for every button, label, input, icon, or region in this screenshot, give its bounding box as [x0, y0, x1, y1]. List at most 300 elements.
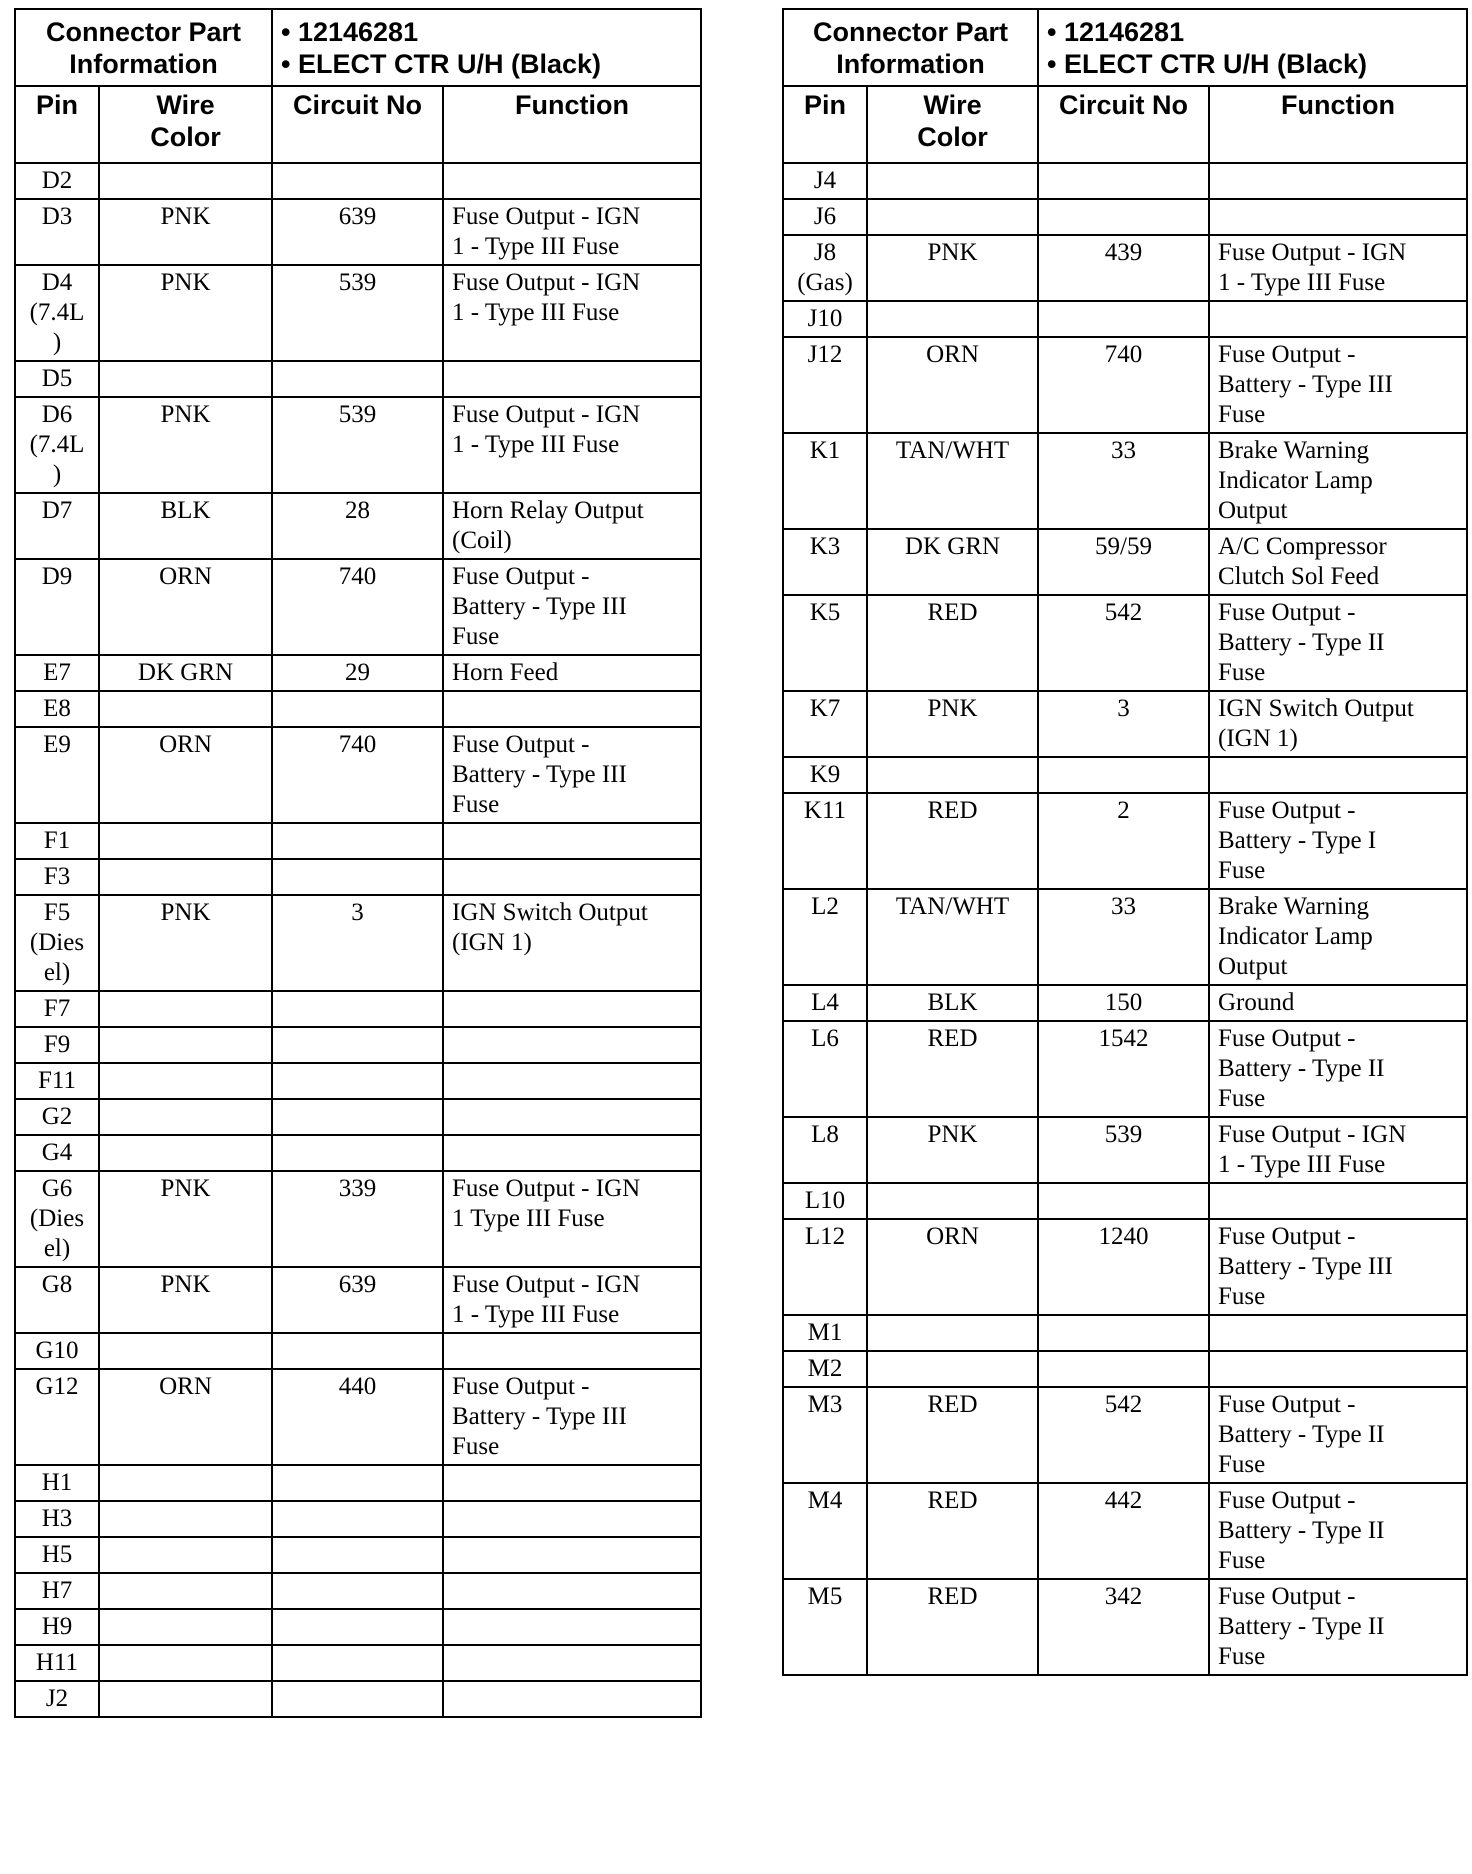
connector-info-label: [15, 9, 272, 86]
table-row: [783, 757, 1467, 793]
function-cell: [443, 265, 701, 361]
function-cell: [443, 1465, 701, 1501]
pin-cell: [15, 1099, 99, 1135]
table-row: [15, 1267, 701, 1333]
function-cell: [443, 895, 701, 991]
function-line: Clutch Sol Feed: [1218, 563, 1380, 590]
wire-color-cell: PNK: [99, 1267, 272, 1333]
table-row: [15, 823, 701, 859]
circuit-no-cell: [1038, 1351, 1209, 1387]
function-line: Fuse Output - IGN: [452, 269, 641, 296]
circuit-no-cell: 539: [1038, 1117, 1209, 1183]
pin-cell: [15, 1537, 99, 1573]
table-row: [15, 691, 701, 727]
wire-color-cell: [99, 1027, 272, 1063]
function-line: Battery - Type III: [452, 593, 627, 620]
function-line: Output: [1218, 953, 1288, 980]
connector-part-info: [1038, 9, 1467, 86]
connector-part-info: [272, 9, 701, 86]
function-cell: [1209, 1483, 1467, 1579]
function-cell: [1209, 529, 1467, 595]
pin-cell: [15, 895, 99, 991]
function-cell: [1209, 235, 1467, 301]
pin-line: M1: [807, 1319, 843, 1346]
table-row: [783, 1021, 1467, 1117]
function-line: Battery - Type III: [1218, 371, 1393, 398]
table-row: [783, 301, 1467, 337]
function-line: Fuse Output - IGN: [1218, 1121, 1407, 1148]
function-cell: [1209, 1351, 1467, 1387]
wire-color-cell: [99, 1333, 272, 1369]
column-header-line: Circuit No: [292, 90, 422, 120]
pin-line: D3: [41, 203, 73, 230]
circuit-no-cell: [1038, 163, 1209, 199]
table-row: [15, 1537, 701, 1573]
circuit-no-cell: [272, 1027, 443, 1063]
circuit-no-cell: 33: [1038, 889, 1209, 985]
circuit-no-cell: 539: [272, 397, 443, 493]
column-header-function: [1209, 86, 1467, 163]
table-row: [783, 691, 1467, 757]
function-line: IGN Switch Output: [452, 899, 648, 926]
function-cell: [1209, 199, 1467, 235]
function-cell: [1209, 985, 1467, 1021]
pin-line: E9: [43, 731, 71, 758]
pin-line: F9: [43, 1031, 71, 1058]
function-line: Fuse Output - IGN: [452, 1175, 641, 1202]
pin-cell: [15, 361, 99, 397]
table-row: [783, 199, 1467, 235]
part-number: • 12146281: [1047, 16, 1185, 47]
table-row: [783, 163, 1467, 199]
function-line: Battery - Type II: [1218, 629, 1385, 656]
pin-line: (Gas): [797, 269, 853, 296]
wire-color-cell: [99, 1609, 272, 1645]
pin-line: K1: [809, 437, 841, 464]
function-cell: [443, 163, 701, 199]
pin-line: L2: [811, 893, 839, 920]
pin-line: D2: [41, 167, 73, 194]
function-cell: [1209, 1183, 1467, 1219]
wire-color-cell: RED: [867, 595, 1038, 691]
pin-line: K7: [809, 695, 841, 722]
wire-color-cell: PNK: [99, 199, 272, 265]
table-row: [783, 1219, 1467, 1315]
table-row: [15, 991, 701, 1027]
column-header-line: Wire: [923, 90, 982, 120]
part-number: • 12146281: [281, 16, 419, 47]
wire-color-cell: ORN: [99, 727, 272, 823]
function-cell: [1209, 889, 1467, 985]
pin-line: G6: [41, 1175, 73, 1202]
circuit-no-cell: [272, 361, 443, 397]
table-row: [15, 361, 701, 397]
wire-color-cell: RED: [867, 1579, 1038, 1675]
table-row: [783, 595, 1467, 691]
function-line: Indicator Lamp: [1218, 923, 1373, 950]
circuit-no-cell: [1038, 757, 1209, 793]
circuit-no-cell: [272, 1537, 443, 1573]
function-cell: [443, 1573, 701, 1609]
pin-line: H3: [41, 1505, 73, 1532]
pin-line: L4: [811, 989, 839, 1016]
function-cell: [1209, 691, 1467, 757]
table-row: [783, 1387, 1467, 1483]
column-header-line: Pin: [803, 90, 846, 120]
pin-line: H5: [41, 1541, 73, 1568]
function-line: 1 - Type III Fuse: [452, 299, 620, 326]
pin-cell: [15, 727, 99, 823]
function-line: Battery - Type II: [1218, 1517, 1385, 1544]
function-line: Battery - Type II: [1218, 1055, 1385, 1082]
table-row: [15, 727, 701, 823]
pin-cell: [15, 691, 99, 727]
wire-color-cell: PNK: [99, 895, 272, 991]
pin-cell: [15, 859, 99, 895]
column-header-function: [443, 86, 701, 163]
pin-line: D7: [41, 497, 73, 524]
table-row: [783, 889, 1467, 985]
pin-cell: [15, 1267, 99, 1333]
pin-line: F7: [43, 995, 71, 1022]
wire-color-cell: [99, 1645, 272, 1681]
table-row: [15, 1465, 701, 1501]
pin-cell: [783, 889, 867, 985]
table-row: [783, 337, 1467, 433]
table-row: [15, 1027, 701, 1063]
pin-line: K11: [803, 797, 847, 824]
pin-cell: [783, 337, 867, 433]
circuit-no-cell: 440: [272, 1369, 443, 1465]
pin-cell: [783, 1387, 867, 1483]
table-body: [15, 163, 701, 1717]
function-line: Fuse: [1218, 1547, 1266, 1574]
circuit-no-cell: [272, 1681, 443, 1717]
pin-line: (Dies: [29, 929, 85, 956]
circuit-no-cell: 59/59: [1038, 529, 1209, 595]
wire-color-cell: PNK: [867, 235, 1038, 301]
circuit-no-cell: [272, 1135, 443, 1171]
function-line: Fuse Output -: [1218, 1583, 1356, 1610]
function-cell: [1209, 301, 1467, 337]
pin-cell: [15, 559, 99, 655]
circuit-no-cell: [272, 859, 443, 895]
pin-line: G2: [41, 1103, 73, 1130]
function-line: Battery - Type I: [1218, 827, 1377, 854]
pin-line: M3: [807, 1391, 843, 1418]
table-row: [783, 529, 1467, 595]
pin-cell: [783, 1315, 867, 1351]
wire-color-cell: BLK: [867, 985, 1038, 1021]
circuit-no-cell: 442: [1038, 1483, 1209, 1579]
column-header-circuit-no: [272, 86, 443, 163]
pin-line: H9: [41, 1613, 73, 1640]
table-row: [15, 163, 701, 199]
table-row: [15, 199, 701, 265]
function-cell: [1209, 337, 1467, 433]
table-row: [783, 793, 1467, 889]
pin-line: M5: [807, 1583, 843, 1610]
pin-line: M2: [807, 1355, 843, 1382]
pin-line: G12: [35, 1373, 79, 1400]
pin-line: L6: [811, 1025, 839, 1052]
function-line: Brake Warning: [1218, 437, 1369, 464]
circuit-no-cell: 639: [272, 199, 443, 265]
function-cell: [443, 1171, 701, 1267]
part-description: • ELECT CTR U/H (Black): [1047, 48, 1367, 79]
function-line: Fuse: [452, 1433, 500, 1460]
function-line: Fuse Output -: [452, 731, 590, 758]
table-row: [15, 493, 701, 559]
pin-cell: [15, 1171, 99, 1267]
function-line: Fuse: [452, 623, 500, 650]
pin-line: G8: [41, 1271, 73, 1298]
function-line: 1 - Type III Fuse: [1218, 1151, 1386, 1178]
table-row: [15, 895, 701, 991]
function-cell: [443, 1135, 701, 1171]
function-line: Horn Feed: [452, 659, 559, 686]
wire-color-cell: [99, 1573, 272, 1609]
pin-line: G10: [35, 1337, 79, 1364]
pin-line: (7.4L: [29, 431, 85, 458]
pin-cell: [15, 493, 99, 559]
table-row: [15, 1645, 701, 1681]
function-line: Fuse: [452, 791, 500, 818]
wire-color-cell: PNK: [867, 691, 1038, 757]
function-cell: [443, 991, 701, 1027]
pin-line: D5: [41, 365, 73, 392]
column-header-line: Color: [917, 122, 988, 152]
table-body: [783, 163, 1467, 1675]
function-line: Fuse Output -: [1218, 797, 1356, 824]
table-row: [15, 265, 701, 361]
function-cell: [1209, 1219, 1467, 1315]
pin-cell: [15, 1369, 99, 1465]
function-line: Fuse Output -: [1218, 599, 1356, 626]
function-cell: [1209, 1315, 1467, 1351]
wire-color-cell: [867, 301, 1038, 337]
function-cell: [1209, 163, 1467, 199]
function-cell: [443, 1537, 701, 1573]
wire-color-cell: [867, 199, 1038, 235]
function-line: Fuse: [1218, 401, 1266, 428]
column-header-row: [783, 86, 1467, 163]
pin-line: el): [43, 1235, 71, 1262]
function-cell: [443, 1681, 701, 1717]
circuit-no-cell: [272, 823, 443, 859]
wire-color-cell: BLK: [99, 493, 272, 559]
function-cell: [1209, 1579, 1467, 1675]
table-row: [15, 1063, 701, 1099]
function-cell: [443, 859, 701, 895]
pin-line: F3: [43, 863, 71, 890]
function-line: Output: [1218, 497, 1288, 524]
function-line: Fuse Output - IGN: [1218, 239, 1407, 266]
pin-cell: [783, 433, 867, 529]
pin-cell: [783, 1219, 867, 1315]
function-cell: [443, 1063, 701, 1099]
wire-color-cell: [867, 757, 1038, 793]
circuit-no-cell: 3: [272, 895, 443, 991]
wire-color-cell: [99, 1501, 272, 1537]
function-cell: [443, 1027, 701, 1063]
function-cell: [443, 1099, 701, 1135]
pin-cell: [783, 235, 867, 301]
pin-line: J4: [813, 167, 837, 194]
pin-line: E8: [43, 695, 71, 722]
pin-cell: [15, 1573, 99, 1609]
function-line: Fuse: [1218, 1643, 1266, 1670]
pin-line: D9: [41, 563, 73, 590]
pin-cell: [783, 595, 867, 691]
pin-cell: [15, 265, 99, 361]
circuit-no-cell: [272, 1645, 443, 1681]
function-cell: [443, 1645, 701, 1681]
circuit-no-cell: 539: [272, 265, 443, 361]
function-line: Fuse: [1218, 857, 1266, 884]
pin-line: J8: [813, 239, 837, 266]
wire-color-cell: [99, 1537, 272, 1573]
circuit-no-cell: [1038, 199, 1209, 235]
pin-line: L10: [804, 1187, 846, 1214]
circuit-no-cell: 740: [272, 727, 443, 823]
connector-table-right: [782, 8, 1468, 1676]
function-cell: [1209, 595, 1467, 691]
connector-header-row: [783, 9, 1467, 86]
table-row: [15, 559, 701, 655]
wire-color-cell: [99, 1681, 272, 1717]
table-row: [783, 235, 1467, 301]
function-line: Fuse Output - IGN: [452, 401, 641, 428]
wire-color-cell: [99, 1465, 272, 1501]
pin-cell: [783, 985, 867, 1021]
function-cell: [443, 1369, 701, 1465]
pin-line: M4: [807, 1487, 843, 1514]
function-line: Battery - Type II: [1218, 1421, 1385, 1448]
pin-cell: [783, 529, 867, 595]
table-row: [783, 985, 1467, 1021]
circuit-no-cell: [272, 163, 443, 199]
function-cell: [443, 823, 701, 859]
column-header-circuit-no: [1038, 86, 1209, 163]
function-line: IGN Switch Output: [1218, 695, 1414, 722]
circuit-no-cell: [272, 1099, 443, 1135]
pin-line: K9: [809, 761, 841, 788]
wire-color-cell: [867, 1315, 1038, 1351]
function-cell: [1209, 1117, 1467, 1183]
pin-line: K3: [809, 533, 841, 560]
pin-cell: [15, 1501, 99, 1537]
function-cell: [1209, 433, 1467, 529]
table-row: [15, 1333, 701, 1369]
function-line: Horn Relay Output: [452, 497, 644, 524]
function-line: Fuse: [1218, 1283, 1266, 1310]
function-line: (IGN 1): [452, 929, 532, 956]
function-cell: [443, 1501, 701, 1537]
function-line: (Coil): [452, 527, 512, 554]
circuit-no-cell: 740: [1038, 337, 1209, 433]
circuit-no-cell: 29: [272, 655, 443, 691]
table-row: [15, 1681, 701, 1717]
pin-cell: [783, 1117, 867, 1183]
table-row: [783, 433, 1467, 529]
pin-cell: [15, 1681, 99, 1717]
function-cell: [443, 1267, 701, 1333]
table-row: [15, 1099, 701, 1135]
circuit-no-cell: 339: [272, 1171, 443, 1267]
function-line: Battery - Type III: [452, 761, 627, 788]
pin-cell: [15, 1063, 99, 1099]
function-line: Fuse Output -: [1218, 1487, 1356, 1514]
pin-cell: [15, 397, 99, 493]
column-header-pin: [783, 86, 867, 163]
wire-color-cell: PNK: [99, 265, 272, 361]
circuit-no-cell: 33: [1038, 433, 1209, 529]
pin-line: J2: [45, 1685, 69, 1712]
circuit-no-cell: [1038, 1315, 1209, 1351]
pin-cell: [15, 163, 99, 199]
function-line: Fuse Output -: [1218, 1025, 1356, 1052]
column-header-line: Function: [1281, 90, 1395, 120]
table-row: [783, 1483, 1467, 1579]
column-header-pin: [15, 86, 99, 163]
pin-cell: [15, 655, 99, 691]
function-line: Fuse Output -: [1218, 341, 1356, 368]
function-line: Fuse Output - IGN: [452, 1271, 641, 1298]
column-header-row: [15, 86, 701, 163]
pin-cell: [15, 1465, 99, 1501]
pin-line: F11: [38, 1067, 76, 1094]
pin-line: ): [52, 329, 62, 356]
wire-color-cell: [867, 1351, 1038, 1387]
circuit-no-cell: [272, 991, 443, 1027]
function-cell: [443, 397, 701, 493]
pin-cell: [15, 1135, 99, 1171]
circuit-no-cell: 740: [272, 559, 443, 655]
circuit-no-cell: [272, 1333, 443, 1369]
function-line: Fuse: [1218, 1085, 1266, 1112]
function-line: 1 - Type III Fuse: [1218, 269, 1386, 296]
pin-cell: [15, 1333, 99, 1369]
function-line: Fuse: [1218, 659, 1266, 686]
function-cell: [443, 493, 701, 559]
connector-info-label-line: Information: [69, 48, 218, 79]
function-line: 1 - Type III Fuse: [452, 233, 620, 260]
table-row: [15, 655, 701, 691]
pin-line: el): [43, 959, 71, 986]
column-header-wire-color: [867, 86, 1038, 163]
column-header-line: Wire: [156, 90, 215, 120]
pin-cell: [783, 1351, 867, 1387]
circuit-no-cell: 1240: [1038, 1219, 1209, 1315]
circuit-no-cell: [272, 1501, 443, 1537]
column-header-line: Color: [150, 122, 221, 152]
pin-cell: [783, 199, 867, 235]
function-cell: [443, 1333, 701, 1369]
wire-color-cell: RED: [867, 1483, 1038, 1579]
function-line: Fuse Output - IGN: [452, 203, 641, 230]
part-description: • ELECT CTR U/H (Black): [281, 48, 601, 79]
pin-line: D6: [41, 401, 73, 428]
table-row: [15, 1369, 701, 1465]
table-row: [783, 1351, 1467, 1387]
pin-cell: [783, 1183, 867, 1219]
circuit-no-cell: 542: [1038, 595, 1209, 691]
circuit-no-cell: 2: [1038, 793, 1209, 889]
wire-color-cell: PNK: [99, 1171, 272, 1267]
table-row: [15, 859, 701, 895]
function-cell: [1209, 1021, 1467, 1117]
